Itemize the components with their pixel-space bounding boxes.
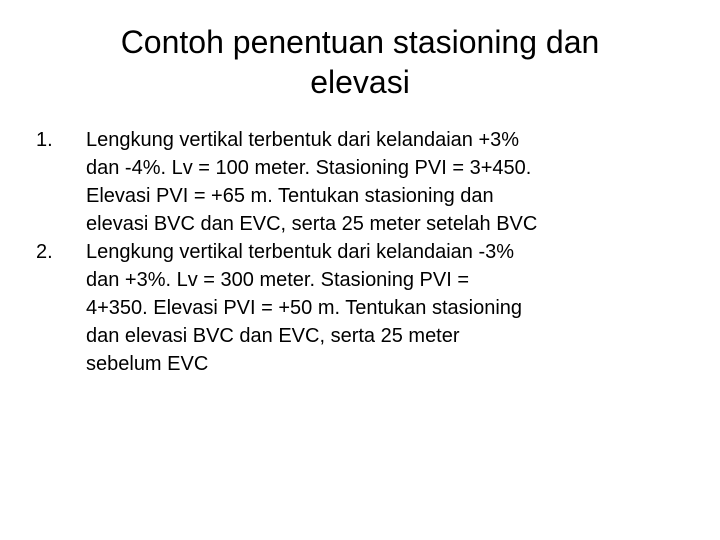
problem-line: elevasi BVC dan EVC, serta 25 meter setelah BVC (86, 213, 538, 235)
problem-item-2 (36, 238, 696, 378)
problem-list (36, 126, 696, 378)
problem-line: Lengkung vertikal terbentuk dari kelandaian +3% (86, 129, 520, 151)
slide-title (40, 22, 680, 102)
problem-text (86, 126, 696, 238)
slide-title-line-1: Contoh penentuan stasioning dan (120, 24, 600, 60)
problem-text (86, 238, 696, 378)
problem-line: dan elevasi BVC dan EVC, serta 25 meter (86, 325, 460, 347)
problem-line: 4+350. Elevasi PVI = +50 m. Tentukan stasioning (86, 297, 523, 319)
problem-number: 2. (36, 241, 53, 263)
problem-number: 1. (36, 129, 53, 151)
problem-item-1 (36, 126, 696, 238)
slide-title-line-2: elevasi (310, 64, 410, 100)
problem-line: Elevasi PVI = +65 m. Tentukan stasioning dan (86, 185, 494, 207)
problem-line: sebelum EVC (86, 353, 209, 375)
problem-line: dan +3%. Lv = 300 meter. Stasioning PVI = (86, 269, 470, 291)
problem-line: dan -4%. Lv = 100 meter. Stasioning PVI = 3+450. (86, 157, 532, 179)
problem-line: Lengkung vertikal terbentuk dari kelandaian -3% (86, 241, 515, 263)
